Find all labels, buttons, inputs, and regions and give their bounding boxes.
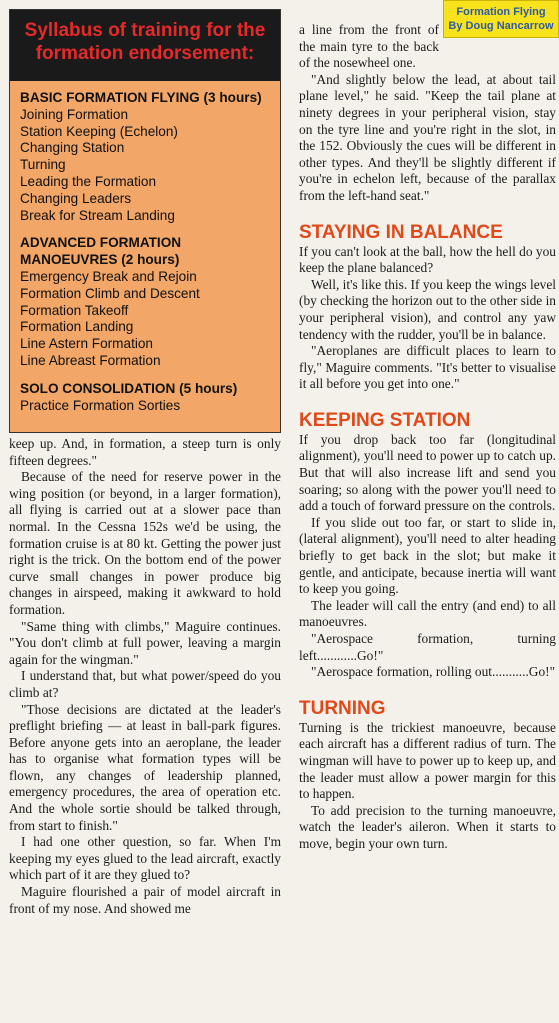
syllabus-section (20, 90, 270, 224)
syllabus-item: Turning (20, 157, 66, 173)
section-heading: STAYING IN BALANCE (299, 221, 503, 243)
syllabus-item: Formation Takeoff (20, 302, 129, 318)
intro-paragraph: a line from the front of the main tyre to the back of the nosewheel one. (299, 22, 439, 71)
body-paragraph: "Aerospace formation, turning left............Go!" (299, 631, 556, 663)
body-paragraph: To add precision to the turning manoeuvre, watch the leader's aileron. When it starts to move, begin your own turn. (299, 802, 556, 851)
body-paragraph: Well, it's like this. If you keep the wings level (by checking the horizon out to the other side in your peripheral vision), and control any yaw tendency with the rudder, you'll be in balance. (299, 276, 556, 342)
body-paragraph: "And slightly below the lead, at about tail plane level," he said. "Keep the tail plane at ninety degrees in your peripheral vision, stay on the tyre line and you're right in the slot, in the 152. Obviously the cues will be different in other types. And they'll be slightly different if you're in echelon left, because of the parallax from the left-hand seat." (299, 71, 556, 203)
syllabus-section (20, 381, 270, 415)
body-paragraph: "Aerospace formation, rolling out...........Go!" (311, 664, 556, 680)
section-gap (299, 681, 556, 698)
syllabus-item: Joining Formation (20, 106, 129, 122)
section-gap (299, 393, 556, 410)
right-flow (299, 72, 556, 853)
syllabus-item: Leading the Formation (20, 173, 157, 189)
syllabus-item: Emergency Break and Rejoin (20, 268, 197, 284)
syllabus-body (10, 81, 280, 414)
body-paragraph: Because of the need for reserve power in the wing position (or beyond, in a larger formation), all flying is carried out at a slower pace than normal. In the Cessna 152s we'd be using, the formation cruise is at 80 kt. Getting the power just right is the trick. On the bottom end of the power curve small changes in power produce big changes in airspeed, making it awkward to hold formation. (9, 469, 281, 617)
syllabus-item: Break for Stream Landing (20, 207, 175, 223)
body-paragraph: "Those decisions are dictated at the leader's preflight briefing — at least in ball-park figures. Before anyone gets into an aeroplane, the leader has to organise what formation types will be flown, any changes of leadership planned, emergency procedures, the area of operation etc. And the whole sortie should be talked through, from start to finish." (9, 701, 281, 833)
series-title: Formation Flying (456, 6, 546, 18)
syllabus-section-title: SOLO CONSOLIDATION (5 hours) (20, 380, 238, 396)
section-gap (299, 205, 556, 222)
syllabus-item: Changing Station (20, 140, 125, 156)
body-paragraph: If you slide out too far, or start to slide in, (lateral alignment), you'll need to alter heading briefly to get back in the slot; but make it gentle, and anticipate, because inertia will want to keep you going. (299, 514, 556, 597)
body-paragraph: keep up. And, in formation, a steep turn is only fifteen degrees." (9, 436, 281, 468)
syllabus-item: Formation Climb and Descent (20, 285, 200, 301)
body-paragraph: If you drop back too far (longitudinal alignment), you'll need to power up to catch up. But that will also increase lift and send you soaring; so along with the power you'll need to add a touch of forward pressure on the controls. (299, 431, 556, 514)
syllabus-item: Station Keeping (Echelon) (20, 123, 178, 139)
syllabus-item: Formation Landing (20, 319, 134, 335)
syllabus-section (20, 235, 270, 369)
byline: By Doug Nancarrow (448, 20, 554, 32)
body-paragraph: Maguire flourished a pair of model aircraft in front of my nose. And showed me (9, 884, 281, 916)
body-paragraph: I understand that, but what power/speed do you climb at? (9, 668, 281, 700)
body-paragraph: The leader will call the entry (and end) to all manoeuvres. (299, 597, 556, 630)
syllabus-section-title: BASIC FORMATION FLYING (3 hours) (20, 90, 262, 105)
syllabus-item: Changing Leaders (20, 190, 132, 206)
syllabus-section-title: ADVANCED FORMATION MANOEUVRES (2 hours) (20, 235, 182, 268)
right-column (299, 22, 556, 853)
syllabus-title: Syllabus of training for the formation endorsement: (10, 10, 280, 81)
body-paragraph: If you can't look at the ball, how the hell do you keep the plane balanced? (299, 243, 556, 276)
syllabus-item: Line Astern Formation (20, 336, 153, 352)
body-paragraph: Turning is the trickiest manoeuvre, because each aircraft has a different radius of turn. The wingman will have to power up to keep up, and the leader must allow a power margin for this to happen. (299, 719, 556, 802)
body-paragraph: "Aeroplanes are difficult places to learn to fly," Maguire comments. "It's better to visualise it all before you get into one." (299, 343, 556, 392)
left-column (9, 436, 281, 917)
section-heading: TURNING (299, 697, 386, 719)
syllabus-item: Line Abreast Formation (20, 352, 161, 368)
syllabus-box (9, 9, 281, 433)
syllabus-item: Practice Formation Sorties (20, 397, 181, 413)
section-heading: KEEPING STATION (299, 409, 471, 431)
body-paragraph: "Same thing with climbs," Maguire continues. "You don't climb at full power, leaving a margin again for the wingman." (9, 618, 281, 667)
body-paragraph: I had one other question, so far. When I'm keeping my eyes glued to the lead aircraft, exactly which part of it are they glued to? (9, 834, 281, 883)
